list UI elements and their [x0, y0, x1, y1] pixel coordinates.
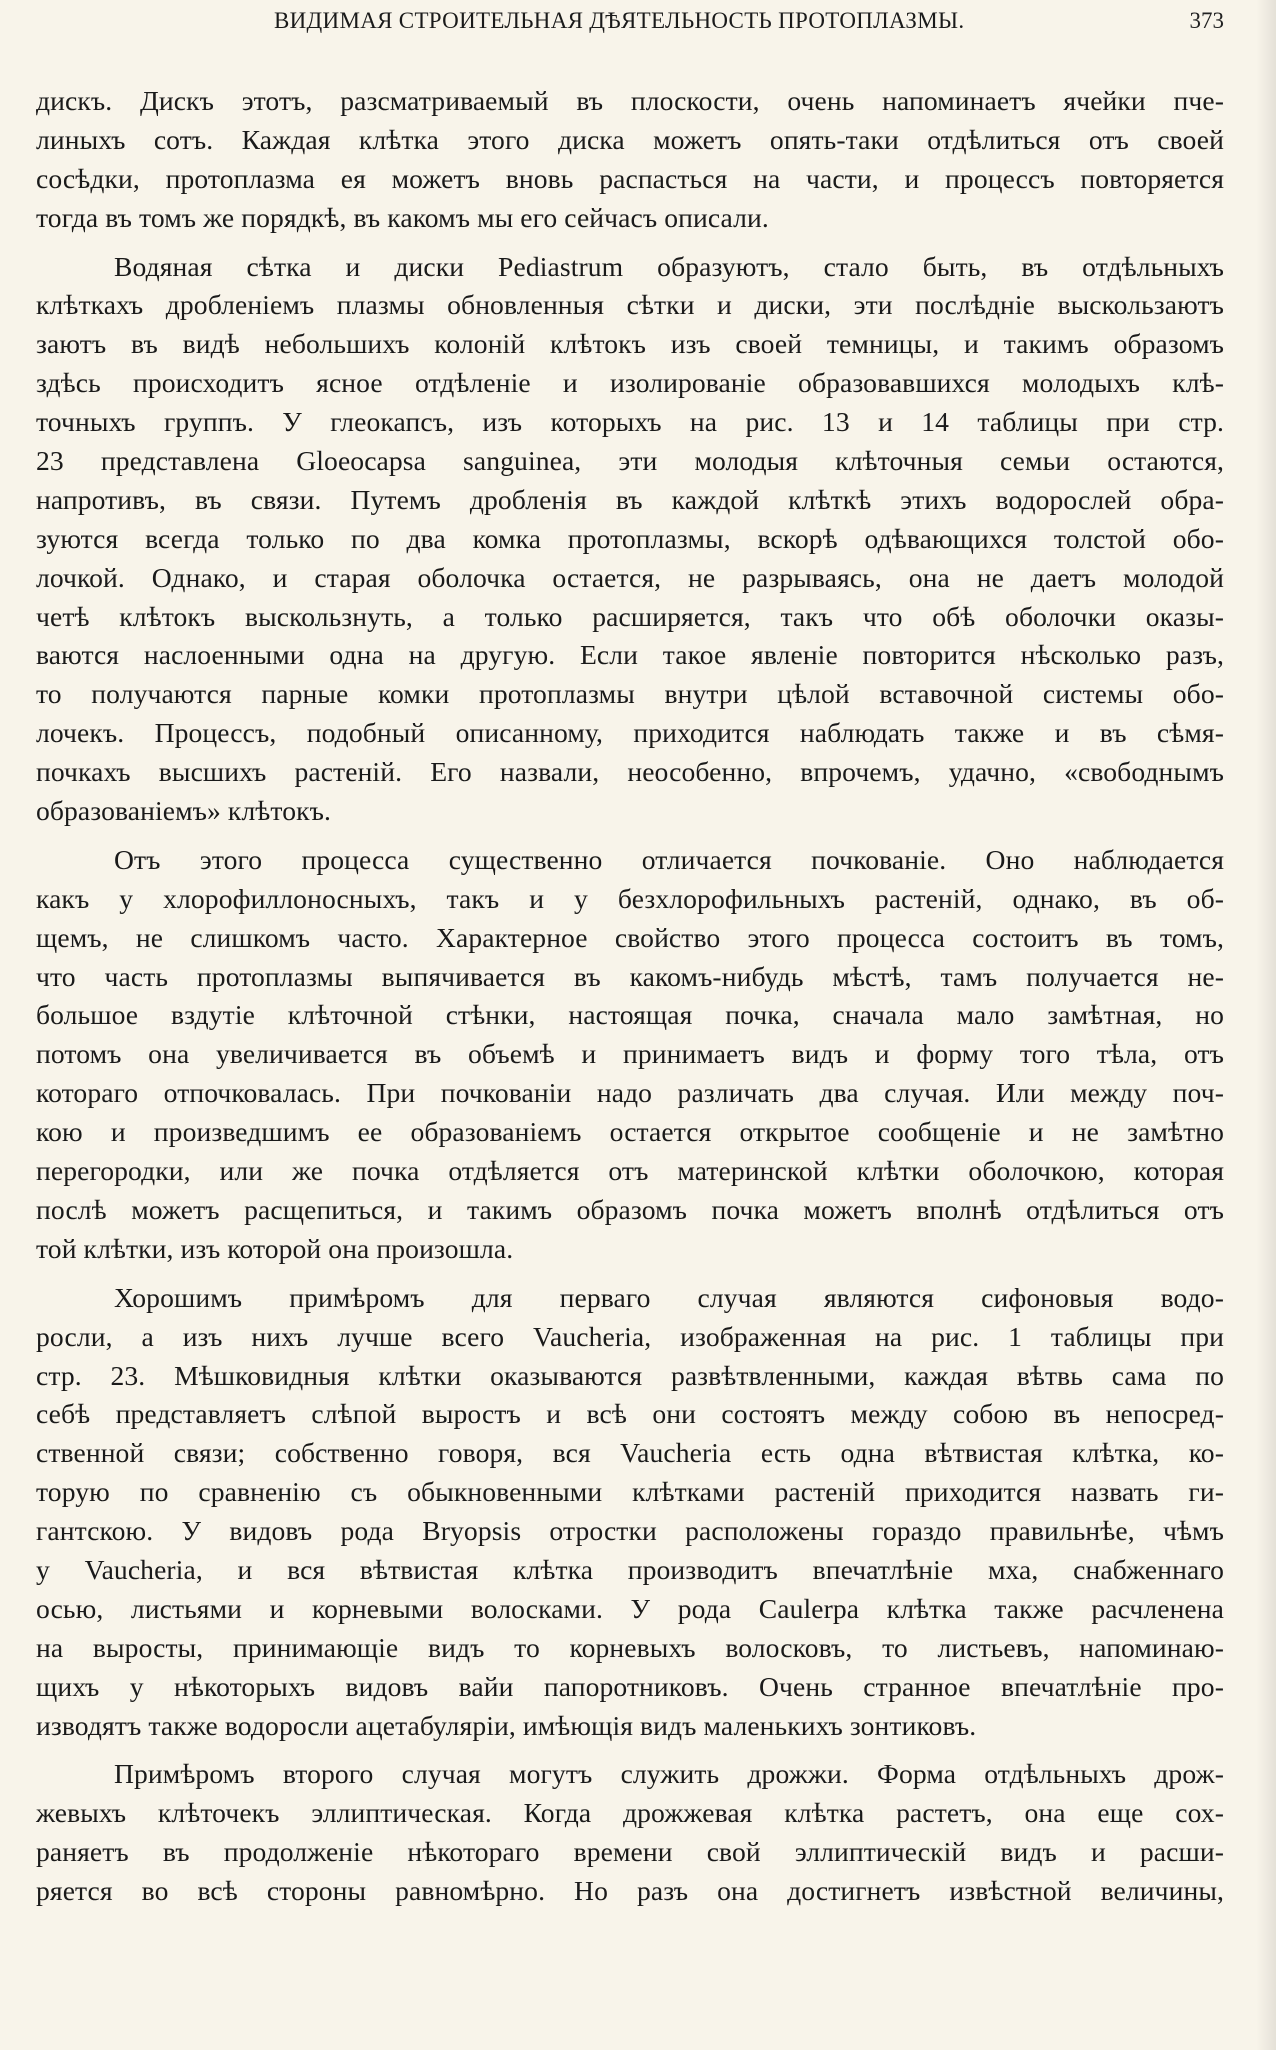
- text-line: кою и произведшимъ ее образованіемъ остается открытое сообщеніе и не замѣтно: [36, 1116, 1224, 1148]
- text-line: какъ у хлорофиллоносныхъ, такъ и у безхлорофильныхъ растеній, однако, въ об-: [36, 882, 1224, 914]
- text-line: заютъ въ видѣ небольшихъ колоній клѣтокъ изъ своей темницы, и такимъ образомъ: [36, 328, 1224, 360]
- text-line: тогда въ томъ же порядкѣ, въ какомъ мы его сейчасъ описали.: [36, 201, 769, 233]
- paragraph-3: [36, 841, 1224, 1269]
- text-line: ваются наслоенными одна на другую. Если такое явленіе повторится нѣсколько разъ,: [36, 639, 1224, 671]
- text-line: жевыхъ клѣточекъ эллиптическая. Когда дрожжевая клѣтка растетъ, она еще сох-: [36, 1797, 1224, 1829]
- text-line: осью, листьями и корневыми волосками. У рода Caulerpa клѣтка также расчленена: [36, 1592, 1224, 1624]
- text-line: на выросты, принимающіе видъ то корневыхъ волосковъ, то листьевъ, напоминаю-: [36, 1631, 1224, 1663]
- text-line: клѣткахъ дробленіемъ плазмы обновленныя сѣтки и диски, эти послѣдніе выскользаютъ: [36, 289, 1224, 321]
- text-line: щемъ, не слишкомъ часто. Характерное свойство этого процесса состоитъ въ томъ,: [36, 921, 1224, 953]
- text-line: здѣсь происходитъ ясное отдѣленіе и изолированіе образовавшихся молодыхъ клѣ-: [36, 367, 1224, 399]
- paragraph-5: [36, 1755, 1224, 1911]
- text-line: дискъ. Дискъ этотъ, разсматриваемый въ плоскости, очень напоминаетъ ячейки пче-: [36, 85, 1224, 116]
- text-line: лочкой. Однако, и старая оболочка остается, не разрываясь, она не даетъ молодой: [36, 561, 1224, 593]
- paragraph-4: [36, 1279, 1224, 1746]
- running-head: [0, 2, 1276, 38]
- text-line: сосѣдки, протоплазма ея можетъ вновь распасться на части, и процессъ повторяется: [36, 162, 1224, 194]
- text-line: напротивъ, въ связи. Путемъ дробленія въ каждой клѣткѣ этихъ водорослей обра-: [36, 483, 1224, 515]
- text-line: щихъ у нѣкоторыхъ видовъ вайи папоротниковъ. Очень странное впечатлѣніе про-: [36, 1670, 1224, 1702]
- text-line: четѣ клѣтокъ выскользнуть, а только расширяется, такъ что обѣ оболочки оказы-: [36, 600, 1224, 632]
- text-line: себѣ представляетъ слѣпой выростъ и всѣ они состоятъ между собою въ непосред-: [36, 1398, 1224, 1430]
- text-line: Водяная сѣтка и диски Pediastrum образуютъ, стало быть, въ отдѣльныхъ: [114, 250, 1224, 282]
- text-line: у Vaucheria, и вся вѣтвистая клѣтка производитъ впечатлѣніе мха, снабженнаго: [36, 1553, 1224, 1585]
- text-line: торую по сравненію съ обыкновенными клѣтками растеній приходится назвать ги-: [36, 1476, 1224, 1508]
- text-line: Хорошимъ примѣромъ для перваго случая являются сифоновыя водо-: [114, 1281, 1224, 1313]
- text-line: зуются всегда только по два комка протоплазмы, вскорѣ одѣвающихся толстой обо-: [36, 522, 1224, 554]
- text-line: послѣ можетъ расщепиться, и такимъ образомъ почка можетъ вполнѣ отдѣлиться отъ: [36, 1193, 1224, 1225]
- paragraph-1: [36, 82, 1224, 238]
- text-line: котораго отпочковалась. При почкованіи надо различать два случая. Или между поч-: [36, 1077, 1224, 1109]
- text-line: стр. 23. Мѣшковидныя клѣтки оказываются развѣтвленными, каждая вѣтвь сама по: [36, 1359, 1224, 1391]
- text-line: лочекъ. Процессъ, подобный описанному, приходится наблюдать также и въ сѣмя-: [36, 717, 1224, 749]
- text-line: потомъ она увеличивается въ объемѣ и принимаетъ видъ и форму того тѣла, отъ: [36, 1038, 1224, 1070]
- text-line: раняетъ въ продолженіе нѣкотораго времени свой эллиптическій видъ и расши-: [36, 1836, 1224, 1868]
- body-text: [36, 82, 1224, 1921]
- page-number: 373: [1189, 8, 1224, 33]
- text-line: 23 представлена Gloeocapsa sanguinea, эти молодыя клѣточныя семьи остаются,: [36, 445, 1224, 477]
- text-line: той клѣтки, изъ которой она произошла.: [36, 1232, 514, 1264]
- text-line: изводятъ также водоросли ацетабуляріи, имѣющія видъ маленькихъ зонтиковъ.: [36, 1709, 977, 1741]
- running-title: ВИДИМАЯ СТРОИТЕЛЬНАЯ ДѢЯТЕЛЬНОСТЬ ПРОТОПЛАЗМЫ.: [274, 8, 965, 33]
- text-line: перегородки, или же почка отдѣляется отъ материнской клѣтки оболочкою, которая: [36, 1155, 1224, 1187]
- text-line: ряется во всѣ стороны равномѣрно. Но разъ она достигнетъ извѣстной величины,: [36, 1875, 1224, 1907]
- text-line: гантскою. У видовъ рода Bryopsis отростки расположены гораздо правильнѣе, чѣмъ: [36, 1515, 1224, 1547]
- page-edge-shadow: [1256, 0, 1276, 2050]
- text-line: линыхъ сотъ. Каждая клѣтка этого диска можетъ опять-таки отдѣлиться отъ своей: [36, 123, 1224, 155]
- text-line: образованіемъ» клѣтокъ.: [36, 795, 331, 827]
- text-line: что часть протоплазмы выпячивается въ какомъ-нибудь мѣстѣ, тамъ получается не-: [36, 960, 1224, 992]
- text-line: большое вздутіе клѣточной стѣнки, настоящая почка, сначала мало замѣтная, но: [36, 999, 1224, 1031]
- text-line: росли, а изъ нихъ лучше всего Vaucheria, изображенная на рис. 1 таблицы при: [36, 1320, 1224, 1352]
- text-line: почкахъ высшихъ растеній. Его назвали, неособенно, впрочемъ, удачно, «свободнымъ: [36, 756, 1224, 788]
- text-line: ственной связи; собственно говоря, вся Vaucheria есть одна вѣтвистая клѣтка, ко-: [36, 1437, 1224, 1469]
- text-line: Отъ этого процесса существенно отличается почкованіе. Оно наблюдается: [114, 843, 1224, 875]
- text-line: Примѣромъ второго случая могутъ служить дрожжи. Форма отдѣльныхъ дрож-: [114, 1758, 1224, 1790]
- text-line: точныхъ группъ. У глеокапсъ, изъ которыхъ на рис. 13 и 14 таблицы при стр.: [36, 406, 1224, 438]
- paragraph-2: [36, 248, 1224, 831]
- text-line: то получаются парные комки протоплазмы внутри цѣлой вставочной системы обо-: [36, 678, 1224, 710]
